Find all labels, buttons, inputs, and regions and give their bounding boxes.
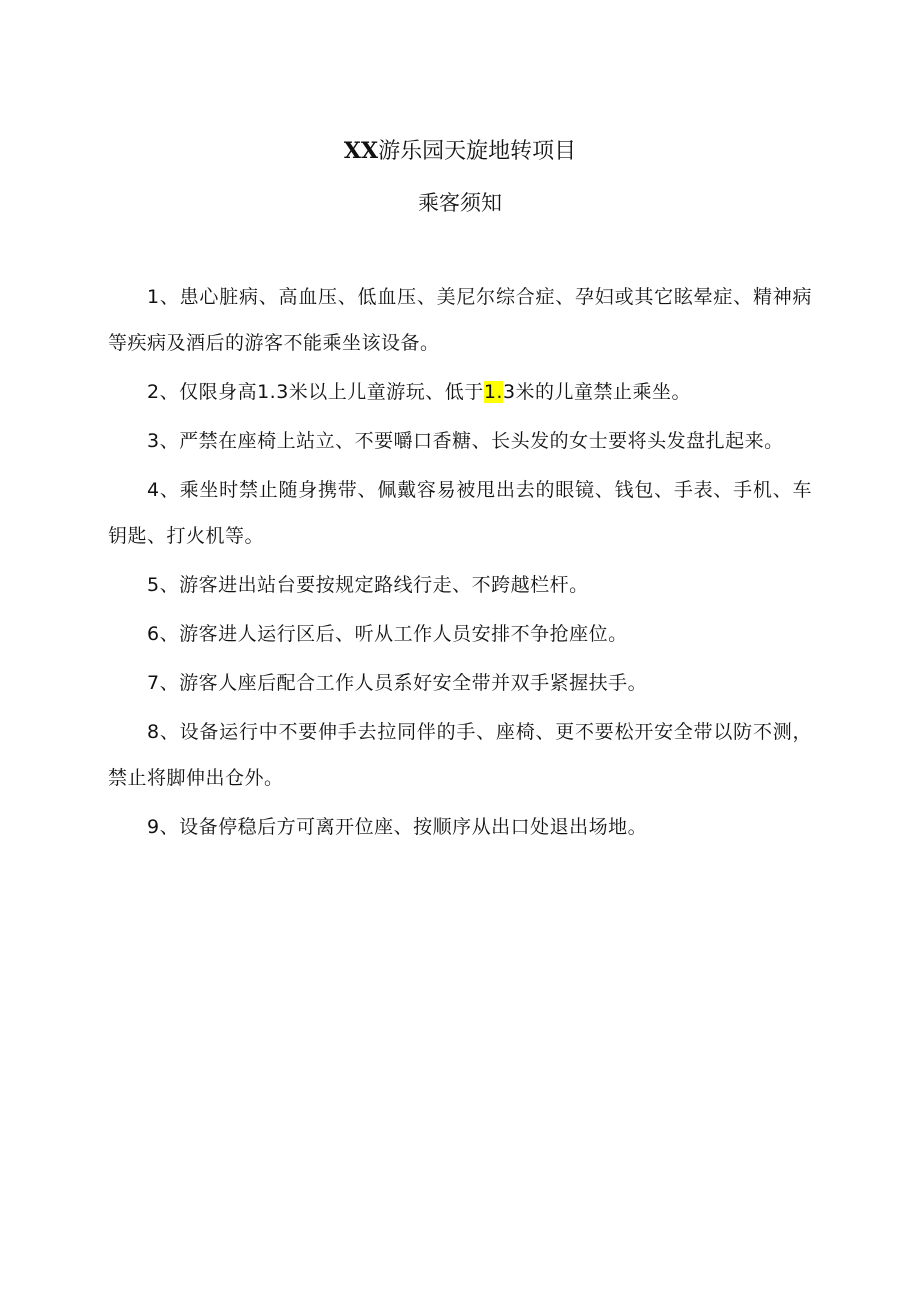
rule-2-after: 3米的儿童禁止乘坐。 (502, 381, 692, 403)
rule-item-1: 1、患心脏病、高血压、低血压、美尼尔综合症、孕妇或其它眩晕症、精神病等疾病及酒后的游客不能乘坐该设备。 (108, 286, 812, 354)
title-block (0, 133, 920, 221)
rule-item-3: 3、严禁在座椅上站立、不要嚼口香糖、长头发的女士要将头发盘扎起来。 (147, 430, 784, 452)
highlighted-text: 1. (483, 381, 503, 403)
title-prefix: XX (343, 138, 379, 164)
document-title (0, 133, 920, 169)
rule-item-2 (108, 369, 812, 415)
rule-item-9: 9、设备停稳后方可离开位座、按顺序从出口处退出场地。 (147, 816, 648, 838)
rule-2-before: 2、仅限身高1.3米以上儿童游玩、低于 (147, 381, 484, 403)
rule-item-5: 5、游客进出站台要按规定路线行走、不跨越栏杆。 (147, 574, 589, 596)
rule-item-4: 4、乘坐时禁止随身携带、佩戴容易被甩出去的眼镜、钱包、手表、手机、车钥匙、打火机等。 (108, 479, 812, 547)
rules-list (108, 274, 812, 853)
rule-item-6: 6、游客进人运行区后、听从工作人员安排不争抢座位。 (147, 623, 628, 645)
title-main: 游乐园天旋地转项目 (378, 139, 577, 164)
rule-item-7: 7、游客人座后配合工作人员系好安全带并双手紧握扶手。 (147, 672, 648, 694)
document-subtitle: 乘客须知 (418, 191, 502, 215)
rule-item-8: 8、设备运行中不要伸手去拉同伴的手、座椅、更不要松开安全带以防不测，禁止将脚伸出仓外。 (108, 721, 812, 789)
